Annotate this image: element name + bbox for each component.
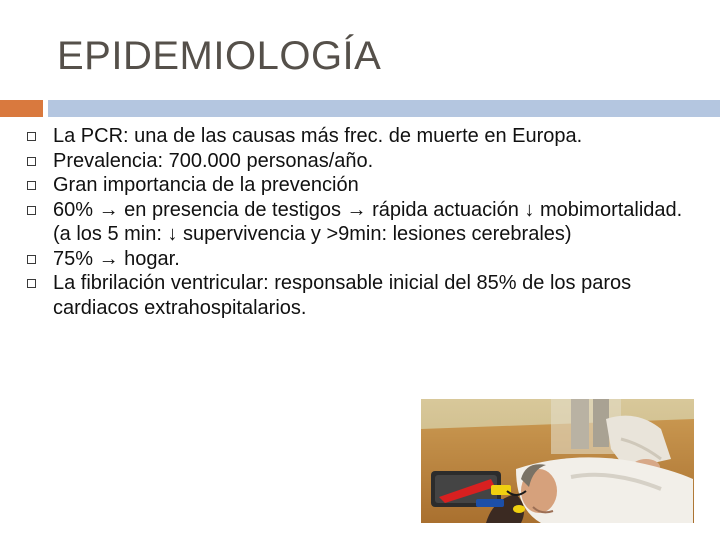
bullet-text: La PCR: una de las causas más frec. de muerte en Europa. xyxy=(53,125,583,147)
square-bullet-icon xyxy=(27,279,36,288)
bullet-item xyxy=(25,247,695,272)
bullet-text: Gran importancia de la prevención xyxy=(53,174,359,196)
accent-bar-orange xyxy=(0,100,43,117)
bullet-item xyxy=(25,198,695,247)
square-bullet-icon xyxy=(27,206,36,215)
bullet-item xyxy=(25,173,695,198)
square-bullet-icon xyxy=(27,157,36,166)
square-bullet-icon xyxy=(27,132,36,141)
accent-bar-blue xyxy=(48,100,720,117)
bullet-text: Prevalencia: 700.000 personas/año. xyxy=(53,149,374,172)
slide-title: EPIDEMIOLOGÍA xyxy=(57,34,382,78)
cpr-rescue-photo xyxy=(421,399,694,523)
square-bullet-icon xyxy=(27,255,36,264)
bullet-item xyxy=(25,149,695,174)
bullet-list xyxy=(25,124,695,320)
bullet-item xyxy=(25,124,695,149)
bullet-text: 75% → hogar. xyxy=(53,247,180,270)
square-bullet-icon xyxy=(27,181,36,190)
bullet-item xyxy=(25,271,695,320)
bullet-text: La fibrilación ventricular: responsable inicial del 85% de los paros cardiacos extrahospitalarios. xyxy=(53,272,632,319)
bullet-text: 60% → en presencia de testigos → rápida actuación ↓ mobimortalidad. (a los 5 min: ↓ supervivencia y >9min: lesiones cerebrales) xyxy=(53,198,683,245)
